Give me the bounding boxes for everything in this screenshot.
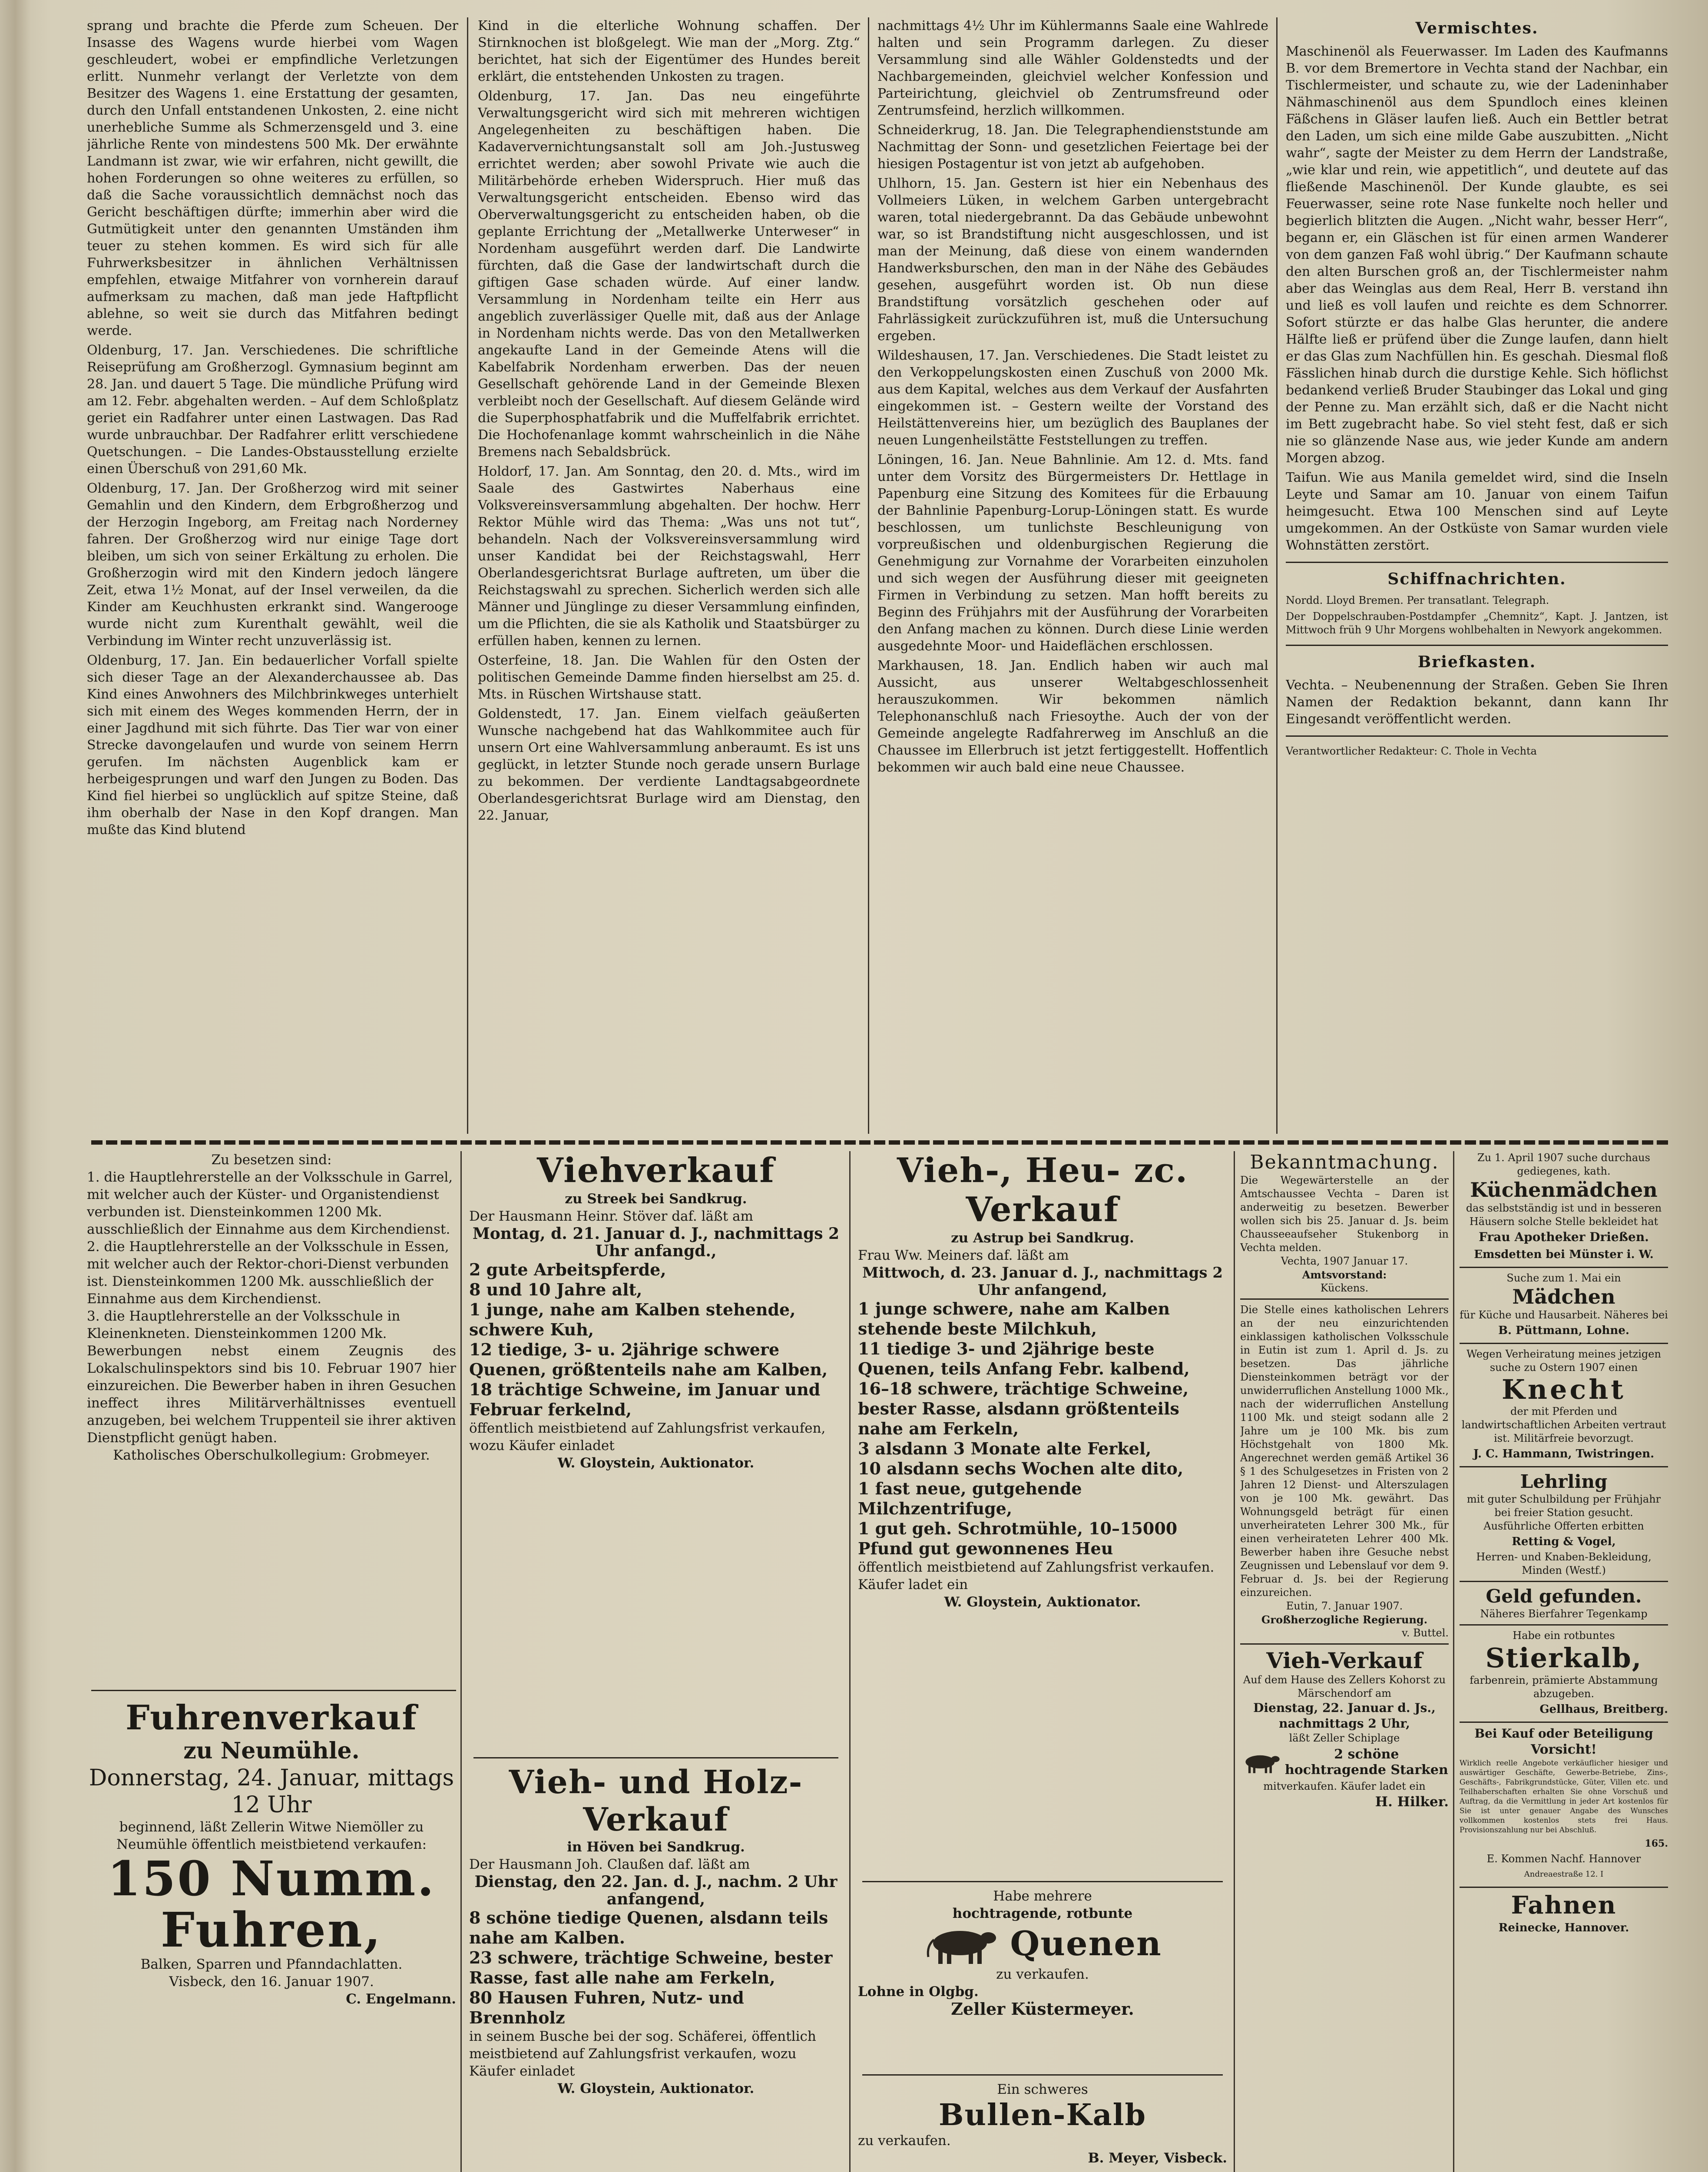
ad-title: Bekanntmachung. <box>1250 1151 1439 1173</box>
news-article: Uhlhorn, 15. Jan. Gestern ist hier ein Nebenhaus des Vollmeiers Lüken, in welchem Garben untergebracht waren, total niedergebrannt. Da das Gebäude unbewohnt war, so ist Brandstiftung nicht ausgeschlossen, und ist man der Meinung, daß diese von einem wandernden Handwerksburschen, den man in der Nähe des Gebäudes gesehen, ausgeführt worden ist. Ob nun diese Brandstiftung vorsätzlich geschehen oder auf Fahrlässigkeit zurückzuführen ist, muß die Untersuchung ergeben. <box>877 176 1268 344</box>
ad-subtitle: Vorsicht! <box>1531 1742 1597 1757</box>
ad-text: Bewerbungen nebst einem Zeugnis des Lokalschulinspektors sind bis 10. Februar 1907 hier einzureichen. Die Bewerber haben in ihren Gesuchen ineffect ihres Militärverhältnisses eventuell anzugeben, bei welchem Truppenteil sie ihrer aktiven Dienstpflicht genügt haben. <box>87 1343 456 1446</box>
ad-geld-gefunden <box>1460 1586 1668 1621</box>
ship-news: Der Doppelschrauben-Postdampfer „Chemnitz“, Kapt. J. Jantzen, ist Mittwoch früh 9 Uhr Morgens wohlbehalten in Newyork angekommen. <box>1286 610 1668 636</box>
ad-text: öffentlich meistbietend auf Zahlungsfrist verkaufen, wozu Käufer einladet <box>469 1420 826 1454</box>
ad-item: 1 fast neue, gutgehende Milchzentrifuge, <box>858 1479 1082 1518</box>
ad-item: 11 tiedige 3- und 2jährige beste Quenen, teils Anfang Febr. kalbend, <box>858 1339 1190 1378</box>
news-article: Osterfeine, 18. Jan. Die Wahlen für den Osten der politischen Gemeinde Damme finden hierselbst am 25. d. Mts. in Rüschen Wirtshause statt. <box>478 653 860 702</box>
ad-fuhrenverkauf <box>87 1699 456 2172</box>
ad-text: Die Wegewärterstelle an der Amtschaussee Vechta – Daren ist anderweitig zu besetzen. Bewerber wollen sich bis 25. Januar d. Js. beim Chausseeaufseher Stukenborg in Vechta melden. <box>1240 1174 1449 1254</box>
ad-vieh-holz-verkauf <box>469 1764 843 2172</box>
ad-divider <box>91 1690 456 1691</box>
ad-text: zu verkaufen. <box>858 2133 951 2149</box>
ad-vieh-verkauf-maerschendorf <box>1240 1648 1449 1811</box>
ad-title: Vieh-Verkauf <box>1266 1648 1423 1673</box>
ad-title: Knecht <box>1502 1374 1626 1405</box>
ad-lead: Ein schweres <box>997 2082 1088 2097</box>
ad-divider <box>1460 1722 1668 1723</box>
news-article: Maschinenöl als Feuerwasser. Im Laden des Kaufmanns B. vor dem Bremertore in Vechta stand der Nachbar, ein Tischlermeister, und schaute zu, wie der Ladeninhaber Nähmaschinenöl aus dem Spundloch eines kleinen Fäßchens in Gläser laufen ließ. Auch ein Bettler betrat den Laden, um sich eine milde Gabe auszubitten. „Nicht wahr“, sagte der Meister zu dem Herrn der Landstraße, „wie klar und rein, wie appetitlich“, und deutete auf das fließende Maschinenöl. Der Kunde glaubte, es sei Feuerwasser, seine rote Nase funkelte noch heller und begierlich blitzten die Augen. „Nicht wahr, besser Herr“, begann er, ein Gläschen ist für einen armen Wanderer von dem ganzen Faß wohl übrig.“ Der Kaufmann schaute den alten Burschen groß an, der Tischlermeister nahm aber das Weinglas aus dem Real, Herr B. verstand ihn und ließ es voll laufen und reichte es dem Schnorrer. Sofort stürzte er das halbe Glas herunter, die andere Hälfte ließ er prüfend über die Zunge laufen, dann hielt er das Glas zum Nachfüllen hin. Es geschah. Diesmal floß Fässlichen hinab durch die durstige Kehle. Sich höflichst bedankend verließ Bruder Staubinger das Lokal und ging der Penne zu. Man erzählt sich, daß er die Nacht nicht im Bett zugebracht habe. So viel steht fest, daß er sich nie so glänzende Nase aus, wie jeder Kunde am andern Morgen abzog. <box>1286 44 1668 466</box>
ad-title: Bei Kauf oder Beteiligung <box>1474 1726 1653 1741</box>
news-article: nachmittags 4½ Uhr im Kühlermanns Saale eine Wahlrede halten und sein Programm darlegen. Zu dieser Versammlung sind alle Wähler Goldenstedts und der Nachbargemeinden, gleichviel welcher Konfession und Parteirichtung, gleichviel ob Zentrumsfreund oder Zentrumsfeind, herzlich willkommen. <box>877 18 1268 118</box>
ad-divider <box>1460 1887 1668 1888</box>
ad-text: beginnend, läßt Zellerin Witwe Niemöller zu Neumühle öffentlich meistbietend verkaufen: <box>116 1819 427 1852</box>
ad-subcolumn-a <box>1240 1151 1449 2172</box>
ad-signature: B. Püttmann, Lohne. <box>1498 1324 1629 1337</box>
section-heading-vermischtes: Vermischtes. <box>1415 19 1539 37</box>
ad-item: 2 schöne hochtragende Starken <box>1284 1747 1448 1778</box>
ad-item: 10 alsdann sechs Wochen alte dito, <box>858 1459 1184 1478</box>
ad-place: in Höven bei Sandkrug. <box>567 1839 745 1855</box>
ad-column-rule <box>460 1151 462 2172</box>
ad-text: zu verkaufen. <box>996 1967 1089 1982</box>
ad-text: Die Stelle eines katholischen Lehrers an der neu einzurichtenden einklassigen katholischen Volksschule in Eutin ist zum 1. April d. Js. zu besetzen. Das jährliche Diensteinkommen beträgt vor der unwiderruflichen Anstellung 1000 Mk., nach der widerruflichen Anstellung 1100 Mk. und steigt sodann alle 2 Jahre um je 100 Mk. bis zum Höchstgehalt von 1800 Mk. Angerechnet werden gemäß Artikel 36 § 1 des Schulgesetzes in Fristen von 2 Jahren 12 Dienst- und Alterszulagen von je 100 Mk. gewährt. Das Wohnungsgeld beträgt für einen unverheirateten Lehrer 300 Mk., für einen verheirateten Lehrer 400 Mk. Bewerber haben ihre Gesuche nebst Zeugnissen und Lebenslauf vor dem 9. Februar d. Js. bei der Regierung einzureichen. <box>1240 1304 1449 1599</box>
ad-signature: B. Meyer, Visbeck. <box>1088 2150 1227 2166</box>
ad-address: Andreaestraße 12. I <box>1524 1870 1604 1879</box>
section-heading-ships: Schiffnachrichten. <box>1387 570 1566 588</box>
ad-text: Wirklich reelle Angebote verkäuflicher hiesiger und auswärtiger Geschäfte, Gewerbe-Betriebe, Zins-, Geschäfts-, Fabrikgrundstücke, Güter, Villen etc. und Teilhaberschaften erhalten Sie ohne Vorschuß und Auftrag, da die Vermittlung in jeder Art kostenlos für Sie ist unter genauer Angabe des Wunsches vollkommen kostenlos stets frei Haus. Provisionszahlung nur bei Abschluß. <box>1460 1759 1668 1834</box>
ad-lehrerstelle-eutin <box>1240 1303 1449 1640</box>
news-column-1 <box>87 17 458 1129</box>
ad-text: Auf dem Hause des Zellers Kohorst zu Märschendorf am <box>1243 1674 1446 1699</box>
ad-text: Der Hausmann Joh. Claußen daf. läßt am <box>469 1857 750 1872</box>
ad-title: Vieh-, Heu- zc. Verkauf <box>897 1151 1188 1229</box>
ad-lehrling <box>1460 1471 1668 1577</box>
cow-icon <box>1240 1745 1280 1780</box>
ad-title: Fahnen <box>1511 1891 1617 1920</box>
news-article: Holdorf, 17. Jan. Am Sonntag, den 20. d. Mts., wird im Saale des Gastwirtes Naberhaus eine Volksvereinsversammlung abgehalten. Der hochw. Herr Rektor Mühle wird das Thema: „Was uns not tut“, behandeln. Nach der Volksvereinsversammlung wird unser Kandidat bei der Reichstagswahl, Herr Oberlandesgerichtsrat Burlage auftreten, um über die Reichstagswahl zu sprechen. Sicherlich werden sich alle Männer und Jünglinge zu dieser Versammlung einfinden, um die Pflichten, die sie als Katholik und Staatsbürger zu erfüllen haben, kennen zu lernen. <box>478 464 860 649</box>
ad-text: mitverkaufen. Käufer ladet ein <box>1263 1780 1426 1792</box>
ad-text: Frau Ww. Meiners daf. läßt am <box>858 1248 1069 1263</box>
ad-text: mit guter Schulbildung per Frühjahr bei freier Station gesucht. Ausführliche Offerten erbitten <box>1466 1493 1661 1532</box>
ad-date-line: Visbeck, den 16. Januar 1907. <box>169 1974 374 1990</box>
news-column-4 <box>1286 17 1668 1129</box>
editor-line: Verantwortlicher Redakteur: C. Thole in Vechta <box>1286 745 1537 757</box>
ad-vieh-heu-verkauf <box>858 1151 1227 1877</box>
ad-item: 3. die Hauptlehrerstelle an der Volksschule in Kleinenkneten. Diensteinkommen 1200 Mk. <box>87 1308 401 1341</box>
page-edge-shadow <box>0 0 30 2172</box>
ad-divider <box>1460 1466 1668 1467</box>
ad-firm: Frau Apotheker Drießen. <box>1479 1230 1649 1244</box>
ad-firm: Retting & Vogel, <box>1512 1535 1616 1548</box>
ad-title: Geld gefunden. <box>1486 1586 1642 1607</box>
news-article: Taifun. Wie aus Manila gemeldet wird, sind die Inseln Leyte und Samar am 10. Januar von einem Taifun heimgesucht. Etwa 100 Menschen sind auf Leyte umgekommen. An der Ostküste von Samar wurden viele Wohnstätten zerstört. <box>1286 470 1668 553</box>
ad-signature: Kückens. <box>1320 1282 1369 1294</box>
ad-divider <box>1240 1643 1449 1645</box>
ad-place: Lohne in Olgbg. <box>858 1984 979 2000</box>
ad-column-rule <box>1234 1151 1235 2172</box>
ad-quenen <box>858 1887 1227 2070</box>
news-article: sprang und brachte die Pferde zum Scheuen. Der Insasse des Wagens wurde hierbei vom Wagen geschleudert, wobei er empfindliche Verletzungen erlitt. Nunmehr verlangt der Verletzte von dem Besitzer des Wagens 1. eine Erstattung der gesamten, durch den Unfall entstandenen Unkosten, 2. eine nicht unerhebliche Summe als Schmerzensgeld und 3. eine jährliche Rente von mindestens 500 Mk. Der erwähnte Landmann ist zwar, wie wir erfahren, nicht gewillt, die hohen Forderungen so ohne weiteres zu erfüllen, so daß die Sache voraussichtlich demnächst noch das Gericht beschäftigen dürfte; immerhin aber wird die Gutmütigkeit unter den genannten Umständen ihm teuer zu stehen kommen. Es wird sich für alle Fuhrwerksbesitzer in ähnlichen Verhältnissen empfehlen, etwaige Mitfahrer von vornherein darauf aufmerksam zu machen, daß man jede Haftpflicht ablehne, so weit sie durch das Mitfahren bedingt werde. <box>87 18 458 338</box>
news-column-3 <box>877 17 1268 1129</box>
ad-divider <box>1460 1624 1668 1626</box>
ad-text: Suche zum 1. Mai ein <box>1506 1272 1621 1284</box>
ad-text: der mit Pferden und landwirtschaftlichen Arbeiten vertraut ist. Militärfreie bevorzugt. <box>1461 1405 1666 1444</box>
ad-date: Mittwoch, d. 23. Januar d. J., nachmittags 2 Uhr anfangend, <box>862 1264 1223 1299</box>
ad-office: Großherzogliche Regierung. <box>1261 1613 1428 1626</box>
news-article: Kind in die elterliche Wohnung schaffen. Der Stirnknochen ist bloßgelegt. Wie man der „Morg. Ztg.“ berichtet, hat sich der Eigentümer des Hundes bereit erklärt, die entstehenden Unkosten zu tragen. <box>478 18 860 84</box>
ad-office: Amtsvorstand: <box>1302 1268 1387 1281</box>
ad-subtitle: hochtragende, rotbunte <box>952 1906 1133 1921</box>
ad-lead: Habe mehrere <box>993 1888 1092 1904</box>
ad-item: 1. die Hauptlehrerstelle an der Volksschule in Garrel, mit welcher auch der Küster- und Organistendienst verbunden ist. Diensteinkommen 1200 Mk. ausschließlich der Einnahme aus dem Kirchendienst. <box>87 1169 453 1237</box>
section-heading-letterbox: Briefkasten. <box>1417 653 1536 671</box>
section-divider <box>1286 735 1668 737</box>
news-article: Goldenstedt, 17. Jan. Einem vielfach geäußerten Wunsche nachgebend hat das Wahlkommitee auch für unsern Ort eine Wahlversammlung anberaumt. Es ist uns geglückt, in letzter Stunde noch gerade unsern Burlage zu bekommen. Der verdiente Landtagsabgeordnete Oberlandesgerichtsrat Burlage wird am Dienstag, den 22. Januar, <box>478 706 860 823</box>
ad-date: Dienstag, 22. Januar d. Js., nachmittags 2 Uhr, <box>1253 1701 1436 1731</box>
ad-text: farbenrein, prämierte Abstammung abzugeben. <box>1470 1674 1658 1700</box>
ad-text: Zu 1. April 1907 suche durchaus gediegenes, kath. <box>1477 1152 1650 1177</box>
ad-place: zu Astrup bei Sandkrug. <box>951 1230 1134 1246</box>
ad-text: öffentlich meistbietend auf Zahlungsfrist verkaufen. Käufer ladet ein <box>858 1559 1215 1593</box>
section-divider <box>1286 562 1668 563</box>
letterbox-text: Vechta. – Neubenennung der Straßen. Geben Sie Ihren Namen der Redaktion bekannt, dann kann Ihr Eingesandt veröffentlicht werden. <box>1286 678 1668 727</box>
news-article: Oldenburg, 17. Jan. Das neu eingeführte Verwaltungsgericht wird sich mit mehreren wichtigen Angelegenheiten zu beschäftigen haben. Die Kadaververnichtungsanstalt soll am Joh.-Justusweg errichtet werden; aber sowohl Private wie auch die Militärbehörde erheben Widerspruch. Hier muß das Verwaltungsgericht entscheiden. Ebenso wird das Oberverwaltungsgericht zu entscheiden haben, ob die geplante Errichtung der „Metallwerke Unterweser“ in Nordenham ausgeführt werden darf. Die Landwirte fürchten, daß die Gase der landwirtschaft durch die giftigen Gase schaden würde. Auf einer landw. Versammlung in Nordenham teilte ein Herr aus angeblich zuverlässiger Quelle mit, daß aus der Anlage in Nordenham nichts werde. Das von den Metallwerken angekaufte Land in der Gemeinde Atens will die Kabelfabrik Nordenham erwerben. Das der neuen Gesellschaft gehörende Land in der Gemeinde Blexen verbleibt noch der Gesellschaft. Auf diesem Gelände wird die Superphosphatfabrik und die Muffelfabrik errichtet. Die Hochofenanlage kommt wahrscheinlich in die Nähe Bremens nach Sebaldsbrück. <box>478 89 860 460</box>
ad-signature: Reinecke, Hannover. <box>1498 1921 1629 1934</box>
ad-subcolumn-b <box>1460 1151 1668 2172</box>
ad-title: Küchenmädchen <box>1470 1178 1658 1202</box>
ad-column-right <box>1240 1151 1675 2172</box>
ad-quantity: 150 Numm. <box>107 1851 436 1907</box>
ad-divider <box>1460 1581 1668 1582</box>
ad-title: Fuhrenverkauf <box>126 1699 417 1738</box>
ad-item: 12 tiedige, 3- u. 2jährige schwere Quenen, größtenteils nahe am Kalben, <box>469 1340 828 1379</box>
ad-signature: W. Gloystein, Auktionator. <box>944 1594 1141 1610</box>
news-article: Markhausen, 18. Jan. Endlich haben wir auch mal Aussicht, aus unserer Weltabgeschlossenheit herauszukommen. Wir bekommen nämlich Telephonanschluß nach Friesoythe. Auch der von der Gemeinde angelegte Radfahrerweg im Anschluß an die Chaussee im Ellerbruch ist jetzt fertiggestellt. Hoffentlich bekommen wir auch bald eine neue Chaussee. <box>877 658 1268 775</box>
ad-item: Fuhren, <box>160 1902 383 1958</box>
news-article: Löningen, 16. Jan. Neue Bahnlinie. Am 12. d. Mts. fand unter dem Vorsitz des Bürgermeisters Dr. Hettlage in Papenburg eine Sitzung des Komitees für die Erbauung der Bahnlinie Papenburg-Lorup-Löningen statt. Es wurde beschlossen, um tunlichste Beschleunigung von vorpreußischen und oldenburgischen Regierung die Genehmigung zur Vornahme der Vorarbeiten einzuholen und sich wegen der Ausführung dieser mit geeigneten Firmen in Verbindung zu setzen. Man hofft bereits zu Beginn des Frühjahrs mit der Ausführung der Vorarbeiten den Anfang machen zu können. Durch diese Linie werden ausgedehnte Moor- und Haideflächen erschlossen. <box>877 452 1268 654</box>
ad-teacher-positions <box>87 1151 456 1685</box>
ad-item: 1 gut geh. Schrotmühle, 10–15000 Pfund gut gewonnenes Heu <box>858 1519 1178 1558</box>
ad-text: Näheres Bierfahrer Tegenkamp <box>1480 1608 1648 1620</box>
ad-item: 3 alsdann 3 Monate alte Ferkel, <box>858 1439 1152 1458</box>
column-rule <box>1276 17 1278 1134</box>
ad-item: 1 junge schwere, nahe am Kalben stehende beste Milchkuh, <box>858 1299 1170 1338</box>
ad-text: in seinem Busche bei der sog. Schäferei, öffentlich meistbietend auf Zahlungsfrist verkaufen, wozu Käufer einladet <box>469 2029 816 2079</box>
ad-divider <box>1460 1267 1668 1268</box>
ad-place: Minden (Westf.) <box>1522 1564 1606 1576</box>
ad-place: zu Streek bei Sandkrug. <box>565 1191 747 1207</box>
ads-separator <box>91 1140 1668 1145</box>
ad-lead: Habe ein rotbuntes <box>1513 1629 1615 1642</box>
ad-title: Vieh- und Holz-Verkauf <box>509 1764 803 1838</box>
ad-column-rule <box>849 1151 851 2172</box>
ad-bekanntmachung <box>1240 1151 1449 1295</box>
ad-signature: Katholisches Oberschulkollegium: Grobmeyer. <box>113 1447 430 1463</box>
ad-item: 8 und 10 Jahre alt, <box>469 1280 642 1299</box>
ad-title: Stierkalb, <box>1485 1642 1642 1674</box>
ad-bullen-kalb <box>858 2081 1227 2172</box>
news-article: Oldenburg, 17. Jan. Der Großherzog wird mit seiner Gemahlin und den Kindern, dem Erbgroßherzog und der Herzogin Ingeborg, am Freitag nach Norderney fahren. Der Großherzog wird nur einige Tage dort bleiben, um sich von seiner Erkältung zu erholen. Die Großherzogin wird mit den Kindern jedoch längere Zeit, etwa 1½ Monat, auf der Insel verweilen, da die Kinder am Keuchhusten erkrankt sind. Wangerooge wurde nicht zum Kurenthalt gewählt, weil die Verbindung im Winter recht unzuverlässig ist. <box>87 481 458 649</box>
ad-title: Bullen-Kalb <box>938 2098 1147 2132</box>
column-rule <box>868 17 869 1134</box>
ad-divider <box>862 1881 1223 1882</box>
ad-text: Wegen Verheiratung meines jetzigen suche zu Ostern 1907 einen <box>1466 1348 1661 1374</box>
ad-title: Quenen <box>1010 1924 1162 1963</box>
ad-signature: H. Hilker. <box>1375 1794 1449 1810</box>
ad-kuechenmaedchen <box>1460 1151 1668 1263</box>
ad-divider <box>1460 1343 1668 1344</box>
ad-date: Dienstag, den 22. Jan. d. J., nachm. 2 Uhr anfangend, <box>474 1873 837 1908</box>
news-article: Schneiderkrug, 18. Jan. Die Telegraphendienststunde am Nachmittag der Sonn- und gesetzlichen Feiertage bei der hiesigen Postagentur ist von jetzt ab aufgehoben. <box>877 123 1268 172</box>
ad-item-row <box>1240 1745 1449 1780</box>
ad-signature: Zeller Küstermeyer. <box>951 1999 1134 2019</box>
ad-divider <box>473 1757 838 1758</box>
ad-title: Viehverkauf <box>536 1151 775 1190</box>
ad-stierkalb <box>1460 1629 1668 1718</box>
ad-signature: v. Buttel. <box>1402 1627 1449 1639</box>
ad-item: 2. die Hauptlehrerstelle an der Volksschule in Essen, mit welcher auch der Rektor-chori-Dienst verbunden ist. Diensteinkommen 1200 Mk. ausschließlich der Einnahme aus dem Kirchendienst. <box>87 1239 449 1307</box>
ad-vorsicht <box>1460 1726 1668 1883</box>
ad-item: 23 schwere, trächtige Schweine, bester Rasse, fast alle nahe am Ferkeln, <box>469 1948 833 1987</box>
ad-date: Vechta, 1907 Januar 17. <box>1281 1255 1408 1267</box>
ad-number: 165. <box>1645 1838 1668 1849</box>
news-article: Oldenburg, 17. Jan. Verschiedenes. Die schriftliche Reiseprüfung am Großherzogl. Gymnasium beginnt am 28. Jan. und dauert 5 Tage. Die mündliche Prüfung wird am 12. Febr. abgehalten werden. – Auf dem Schloßplatz geriet ein Radfahrer unter einen Lastwagen. Das Rad wurde unbrauchbar. Der Radfahrer erlitt verschiedene Quetschungen. – Die Landes-Obstausstellung erzielte einen Überschuß von 291,60 Mk. <box>87 343 458 477</box>
ad-column-rule <box>1453 1151 1454 2172</box>
ad-date: Eutin, 7. Januar 1907. <box>1286 1600 1403 1612</box>
ad-maedchen <box>1460 1271 1668 1339</box>
ad-item: 8 schöne tiedige Quenen, alsdann teils nahe am Kalben. <box>469 1908 828 1947</box>
ad-item: 1 junge, nahe am Kalben stehende, schwere Kuh, <box>469 1300 796 1339</box>
ad-place: Emsdetten bei Münster i. W. <box>1474 1248 1654 1261</box>
ad-viehverkauf-streek <box>469 1151 843 1755</box>
news-column-2 <box>478 17 860 1129</box>
ad-signature: W. Gloystein, Auktionator. <box>557 2081 755 2096</box>
ad-firm: E. Kommen Nachf. Hannover <box>1486 1853 1641 1865</box>
ad-signature: W. Gloystein, Auktionator. <box>557 1455 755 1471</box>
ad-subtext: Balken, Sparren und Pfanndachlatten. <box>140 1957 403 1972</box>
ad-date: Donnerstag, 24. Januar, mittags 12 Uhr <box>89 1765 454 1818</box>
ship-source: Nordd. Lloyd Bremen. Per transatlant. Telegraph. <box>1286 594 1549 606</box>
ad-title-row <box>858 1922 1227 1966</box>
ad-fahnen <box>1460 1891 1668 1937</box>
column-rule <box>467 17 468 1134</box>
news-article: Wildeshausen, 17. Jan. Verschiedenes. Die Stadt leistet zu den Verkoppelungskosten einen Zuschuß von 2000 Mk. aus dem Kapital, welches aus dem Verkauf der Ausfahrten eingekommen ist. – Gestern weilte der Vorstand des Heilstättenvereins hier, um bezüglich des Bauplanes der neuen Lungenheilstätte Feststellungen zu treffen. <box>877 348 1268 448</box>
ad-place: zu Neumühle. <box>183 1738 360 1764</box>
ad-item: 18 trächtige Schweine, im Januar und Februar ferkelnd, <box>469 1380 821 1419</box>
ad-item: 16–18 schwere, trächtige Schweine, bester Rasse, alsdann größtenteils nahe am Ferkeln, <box>858 1379 1189 1438</box>
ad-divider <box>1240 1298 1449 1300</box>
ad-date: Montag, d. 21. Januar d. J., nachmittags 2 Uhr anfangd., <box>472 1225 840 1260</box>
ad-text: Der Hausmann Heinr. Stöver daf. läßt am <box>469 1209 753 1224</box>
ad-signature: J. C. Hammann, Twistringen. <box>1473 1447 1655 1460</box>
section-divider <box>1286 645 1668 646</box>
news-article: Oldenburg, 17. Jan. Ein bedauerlicher Vorfall spielte sich dieser Tage an der Alexanderchaussee ab. Das Kind eines Anwohners des Milchbrinkweges unterhielt sich mit einem des Weges kommenden Herrn, der in einer Jagdhund mit sich führte. Das Tier war von einer Strecke davongelaufen und wurde von seinem Herrn gerufen. Im nächsten Augenblick kam er herbeigesprungen und warf den Jungen zu Boden. Das Kind fiel hierbei so unglücklich auf spitze Steine, daß ihm oberhalb der Nase in den Kopf drangen. Man mußte das Kind blutend <box>87 653 458 838</box>
cow-icon <box>923 1922 997 1966</box>
ad-intro: Zu besetzen sind: <box>211 1152 332 1168</box>
ad-text: läßt Zeller Schiplage <box>1289 1732 1400 1744</box>
ad-title: Lehrling <box>1520 1471 1608 1492</box>
ad-title: Mädchen <box>1512 1285 1615 1308</box>
ad-signature: Gellhaus, Breitberg. <box>1539 1703 1668 1716</box>
ad-text: für Küche und Hausarbeit. Näheres bei <box>1460 1309 1668 1321</box>
ad-knecht <box>1460 1348 1668 1463</box>
ad-signature: C. Engelmann. <box>346 1991 456 2007</box>
ad-firm-line: Herren- und Knaben-Bekleidung, <box>1476 1551 1652 1563</box>
ad-text: das selbstständig ist und in besseren Häusern solche Stelle bekleidet hat <box>1466 1202 1662 1228</box>
ad-divider <box>862 2074 1223 2076</box>
ad-item: 2 gute Arbeitspferde, <box>469 1260 666 1279</box>
ad-item: 80 Hausen Fuhren, Nutz- und Brennholz <box>469 1988 744 2027</box>
